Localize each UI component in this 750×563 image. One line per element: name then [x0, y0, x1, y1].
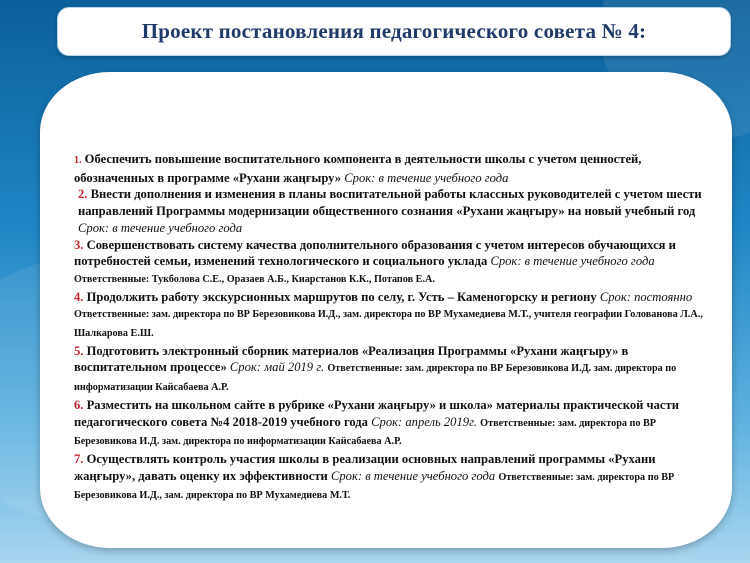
item-number: 6. — [74, 397, 84, 412]
item-responsible: Ответственные: Тукболова С.Е., Оразаев А.Б., Киарстанов К.К., Потапов Е.А. — [74, 273, 435, 285]
item-text: Разместить на школьном сайте в рубрике «Рухани жаңғыру» и школа» материалы практической части педагогического совета №4 2018-2019 учебного года — [74, 397, 679, 429]
item-responsible: Ответственные: зам. директора по ВР Березовикова И.Д., зам. директора по ВР Мухамедиева М.Т. — [74, 471, 675, 502]
resolution-list — [74, 151, 704, 505]
item-text: Подготовить электронный сборник материалов «Реализация Программы «Рухани жаңғыру» в воспитательном процессе» — [74, 343, 629, 375]
item-deadline: Срок: апрель 2019г. — [371, 414, 477, 429]
item-text: Внести дополнения и изменения в планы воспитательной работы классных руководителей с учетом шести направлений Программы модернизации общественного сознания «Рухани жаңғыру» на новый учебный год — [78, 187, 702, 219]
item-deadline: Срок: в течение учебного года — [330, 468, 496, 483]
item-deadline: Срок: в течение учебного года — [78, 220, 243, 235]
item-number: 3. — [74, 237, 84, 252]
item-text: Обеспечить повышение воспитательного компонента в деятельности школы с учетом ценностей, обозначенных в программе «Рухани жаңғыру» — [74, 152, 642, 185]
title-banner — [57, 7, 731, 56]
item-text: Продолжить работу экскурсионных маршрутов по селу, г. Усть – Каменогорску и региону — [86, 289, 597, 304]
item-deadline: Срок: в течение учебного года — [344, 170, 509, 185]
item-number: 4. — [74, 289, 84, 304]
list-item — [74, 186, 704, 236]
list-item — [74, 451, 704, 505]
list-item — [74, 343, 704, 397]
list-item — [74, 397, 704, 451]
item-responsible: Ответственные: зам. директора по ВР Березовикова И.Д. зам. директора по информатизации Кайсабаева А.Р. — [74, 417, 657, 448]
item-deadline: Срок: постоянно — [599, 289, 693, 304]
item-text: Осуществлять контроль участия школы в реализации основных направлений программы «Рухани жаңғыру», давать оценку их эффективности — [74, 451, 656, 483]
item-text: Совершенствовать систему качества дополнительного образования с учетом интересов обучающихся и потребностей семьи, изменений технологического и социального уклада — [74, 237, 676, 269]
item-deadline: Срок: в течение учебного года — [490, 254, 655, 269]
slide-title: Проект постановления педагогического совета № 4: — [141, 19, 647, 43]
list-item — [74, 237, 704, 289]
item-number: 2. — [78, 187, 88, 202]
list-item — [74, 151, 704, 186]
item-number: 7. — [74, 451, 84, 466]
list-item — [74, 289, 704, 343]
item-responsible: Ответственные: зам. директора по ВР Березовикова И.Д., зам. директора по ВР Мухамедиева М.Т., учителя географии Голованова Л.А., Шалкарова Е.Ш. — [74, 309, 703, 340]
item-number: 1. — [74, 155, 82, 166]
item-responsible: Ответственные: зам. директора по ВР Березовикова И.Д. зам. директора по информатизации Кайсабаева А.Р. — [74, 363, 677, 394]
item-deadline: Срок: май 2019 г. — [229, 360, 325, 375]
item-number: 5. — [74, 343, 84, 358]
